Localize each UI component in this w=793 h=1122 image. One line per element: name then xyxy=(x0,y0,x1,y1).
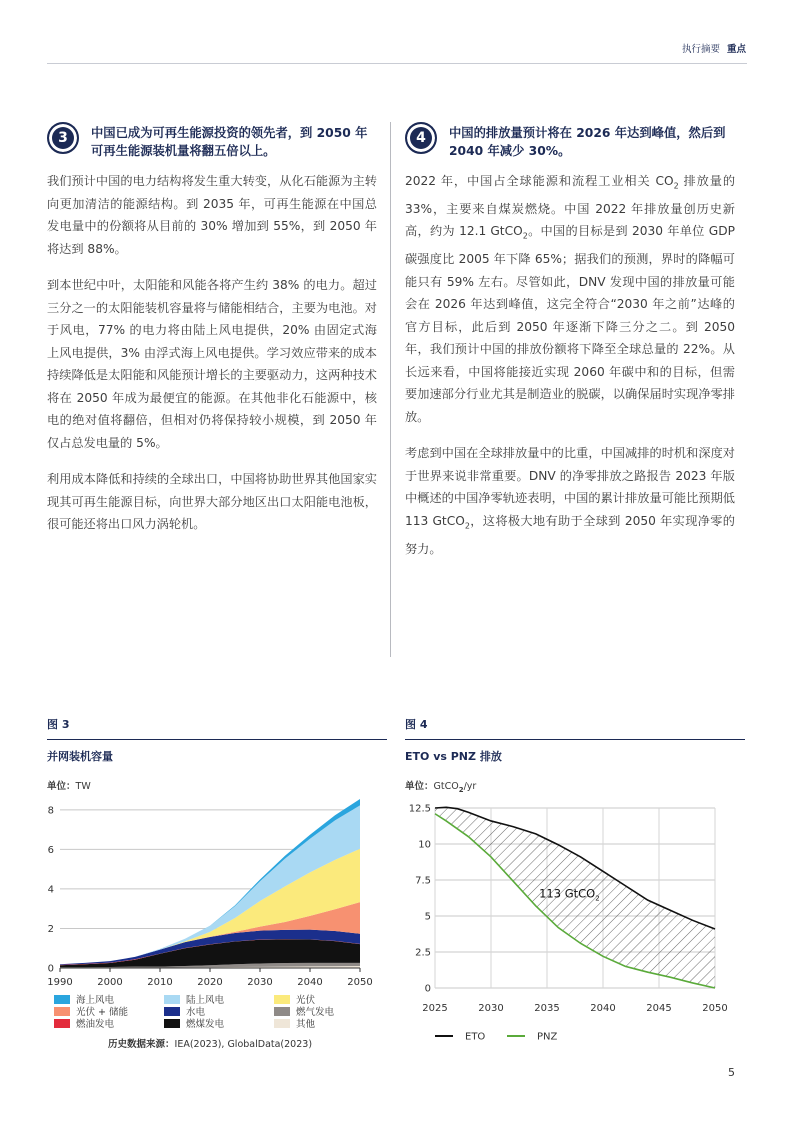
x-tick-label: 2040 xyxy=(297,977,323,988)
key-point-3 xyxy=(47,122,377,550)
figure-rule xyxy=(47,739,387,740)
paragraph: 2022 年，中国占全球能源和流程工业相关 $CO_2$ 排放量的 33%，主要来自煤炭燃烧。中国 2022 年排放量创历史新高，约为 12.1 GtCO$_2$。中国的目标是到 2030 年单位 GDP 碳强度比 2005 年下降 65%；据我们的预测，界时的降幅可能只有 59% 左右。尽管如此，DNV 发现中国的排放量可能会在 2026 年达到峰值，这完全符合“2030 年之前”达峰的官方目标，此后到 2050 年逐渐下降三分之二。到 2050 年，我们预计中国的排放份额将下降至全球总量的 22%。从长远来看，中国将能接近实现 2060 年碳中和的目标，但需要加速部分行业尤其是制造业的脱碳，以确保届时实现净零排放。 xyxy=(405,174,736,424)
legend-label: ETO xyxy=(465,1031,486,1041)
legend-swatch xyxy=(54,1019,70,1028)
x-tick-label: 2030 xyxy=(247,977,273,988)
legend-label: 光伏 xyxy=(296,995,316,1006)
headline: 中国的排放量预计将在 2026 年达到峰值，然后到 2040 年减少 30%。 xyxy=(449,126,726,158)
legend-item xyxy=(164,1016,224,1030)
legend-label: 燃气发电 xyxy=(296,1007,335,1018)
x-tick-label: 1990 xyxy=(47,977,73,988)
y-tick-label: 0 xyxy=(47,963,54,975)
x-tick-label: 2025 xyxy=(422,1003,448,1014)
x-tick-label: 2040 xyxy=(590,1003,616,1014)
legend-swatch xyxy=(164,1019,180,1028)
header-rule xyxy=(47,63,747,64)
legend-item xyxy=(274,1016,315,1030)
paragraph: 到本世纪中叶，太阳能和风能各将产生约 38% 的电力。超过三分之一的太阳能装机容量将与储能相结合，主要为电池。对于风电，77% 的电力将由陆上风电提供，20% 由固定式海上风电提供，3% 由浮式海上风电提供。学习效应带来的成本持续降低是太阳能和风能预计增长的主要驱动力，这两种技术将在 2050 年成为最便宜的能源。在其他非化石能源中，核电的绝对值将翻倍，但相对仍将保持较小规模，到 2050 年仅占总发电量的 5%。 xyxy=(47,278,377,450)
y-tick-label: 0 xyxy=(424,983,431,995)
x-tick-label: 2050 xyxy=(347,977,373,988)
legend-swatch xyxy=(164,1007,180,1016)
figure-4 xyxy=(405,716,745,794)
legend-label: PNZ xyxy=(537,1031,558,1041)
figure-unit: 单位：GtCO$_2$/yr xyxy=(405,781,477,794)
paragraph: 考虑到中国在全球排放量中的比重，中国减排的时机和深度对于世界来说非常重要。DNV 的净零排放之路报告 2023 年版中概述的中国净零轨迹表明，中国的累计排放量可能比预期低 113 GtCO$_2$，这将极大地有助于全球到 2050 年实现净零的努力。 xyxy=(405,446,735,556)
y-tick-label: 8 xyxy=(47,805,54,817)
y-tick-label: 6 xyxy=(47,844,54,856)
legend-item xyxy=(54,1016,114,1030)
x-tick-label: 2010 xyxy=(147,977,173,988)
legend-swatch xyxy=(54,1007,70,1016)
legend-swatch xyxy=(274,995,290,1004)
legend-swatch xyxy=(274,1007,290,1016)
legend-label: 光伏 + 储能 xyxy=(76,1007,128,1018)
chart-annotation: 113 GtCO$_2$ xyxy=(539,886,600,903)
paragraph: 利用成本降低和持续的全球出口，中国将协助世界其他国家实现其可再生能源目标，向世界大部分地区出口太阳能电池板，很可能还将出口风力涡轮机。 xyxy=(47,472,377,531)
number-badge: 4 xyxy=(405,122,437,154)
chart-legend xyxy=(54,992,384,1032)
legend-label: 燃煤发电 xyxy=(186,1019,225,1030)
x-tick-label: 2030 xyxy=(478,1003,504,1014)
figure-label: 图 3 xyxy=(47,718,70,731)
x-tick-label: 2045 xyxy=(646,1003,672,1014)
figure-unit: 单位：TW xyxy=(47,781,91,792)
annotation-subscript: 2 xyxy=(595,894,600,903)
headline: 中国已成为可再生能源投资的领先者，到 2050 年可再生能源装机量将翻五倍以上。 xyxy=(91,126,368,158)
x-tick-label: 2035 xyxy=(534,1003,560,1014)
legend-swatch xyxy=(54,995,70,1004)
legend-label: 其他 xyxy=(296,1019,316,1030)
y-tick-label: 7.5 xyxy=(415,875,431,887)
figure-rule xyxy=(405,739,745,740)
capacity-area-chart xyxy=(40,796,375,991)
y-tick-label: 10 xyxy=(418,839,431,851)
key-point-4 xyxy=(405,122,735,574)
legend-swatch xyxy=(164,995,180,1004)
y-tick-label: 4 xyxy=(47,884,54,896)
page-header xyxy=(682,41,746,55)
emissions-line-chart xyxy=(400,796,740,1041)
y-tick-label: 12.5 xyxy=(408,803,431,815)
x-tick-label: 2000 xyxy=(97,977,123,988)
figure-label: 图 4 xyxy=(405,718,428,731)
number-badge: 3 xyxy=(47,122,79,154)
legend-label: 海上风电 xyxy=(76,995,115,1006)
figure-3 xyxy=(47,716,387,792)
x-tick-label: 2050 xyxy=(702,1003,728,1014)
legend-label: 水电 xyxy=(186,1007,206,1018)
figure-source: 历史数据来源：IEA(2023), GlobalData(2023) xyxy=(108,1039,313,1050)
header-highlight: 重点 xyxy=(726,44,746,55)
y-tick-label: 5 xyxy=(424,911,431,923)
column-divider xyxy=(390,122,391,657)
header-section: 执行摘要 xyxy=(681,44,720,55)
legend-swatch xyxy=(274,1019,290,1028)
paragraph: 我们预计中国的电力结构将发生重大转变，从化石能源为主转向更加清洁的能源结构。到 2035 年，可再生能源在中国总发电量中的份额将从目前的 30% 增加到 55%，到 2050 年将达到 88%。 xyxy=(47,174,377,256)
figure-title: 并网装机容量 xyxy=(47,750,113,763)
x-tick-label: 2020 xyxy=(197,977,223,988)
legend-label: 燃油发电 xyxy=(76,1019,115,1030)
figure-title: ETO vs PNZ 排放 xyxy=(405,750,502,763)
legend-label: 陆上风电 xyxy=(186,995,225,1006)
y-tick-label: 2.5 xyxy=(415,947,431,959)
y-tick-label: 2 xyxy=(47,923,54,935)
page-number: 5 xyxy=(728,1066,735,1079)
